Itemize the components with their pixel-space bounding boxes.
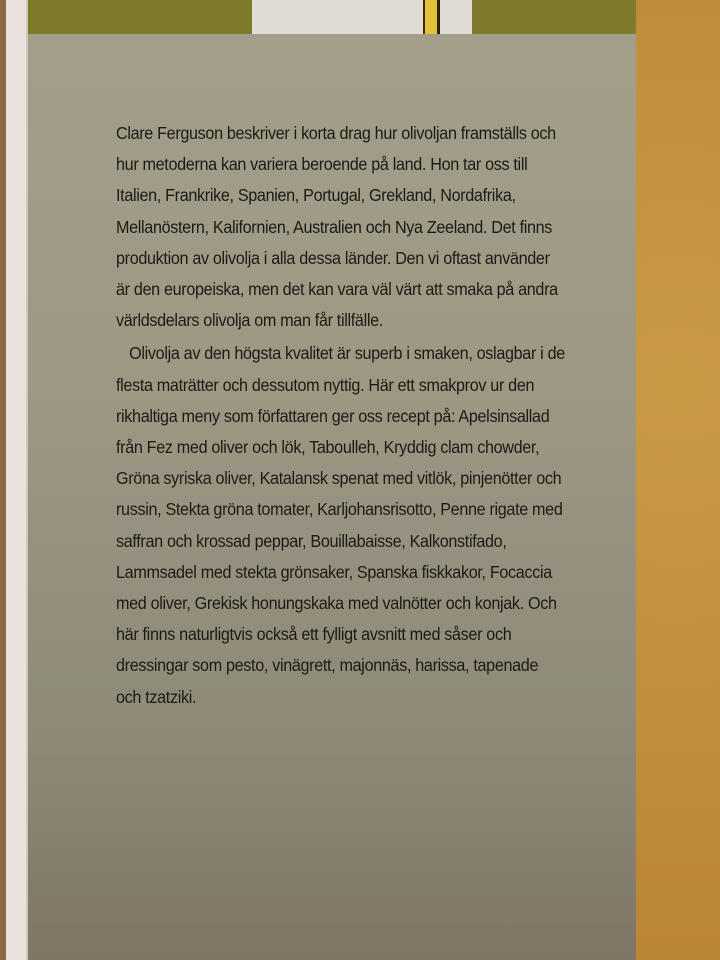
cover-top-image-stick (423, 0, 440, 34)
wooden-surface (636, 0, 720, 960)
blurb-paragraph-1: Clare Ferguson beskriver i korta drag hur olivoljan framställs och hur metoderna kan variera beroende på land. Hon tar oss till Italien, Frankrike, Spanien, Portugal, Grekland, Nordafrika, Mellanöstern, Kalifornien, Australien och Nya Zeeland. Det finns produktion av olivolja i alla dessa länder. Den vi oftast använder är den europeiska, men det kan vara väl värt att smaka på andra världsdelars olivolja om man får tillfälle. (116, 123, 558, 331)
book-page-edge (0, 0, 30, 960)
blurb-text (116, 118, 567, 713)
blurb-paragraph-2: Olivolja av den högsta kvalitet är superb i smaken, oslagbar i de flesta maträtter och dessutom nyttig. Här ett smakprov ur den rikhaltiga meny som författaren ger oss recept på: Apelsinsallad från Fez med oliver och lök, Taboulleh, Kryddig clam chowder, Gröna syriska oliver, Katalansk spenat med vitlök, pinjenötter och russin, Stekta gröna tomater, Karljohansrisotto, Penne rigate med saffran och krossad peppar, Bouillabaisse, Kalkonstifado, Lammsadel med stekta grönsaker, Spanska fiskkakor, Focaccia med oliver, Grekisk honungskaka med valnötter och konjak. Och här finns naturligtvis också ett fylligt avsnitt med såser och dressingar som pesto, vinägrett, majonnäs, harissa, tapenade och tzatziki. (116, 343, 565, 707)
